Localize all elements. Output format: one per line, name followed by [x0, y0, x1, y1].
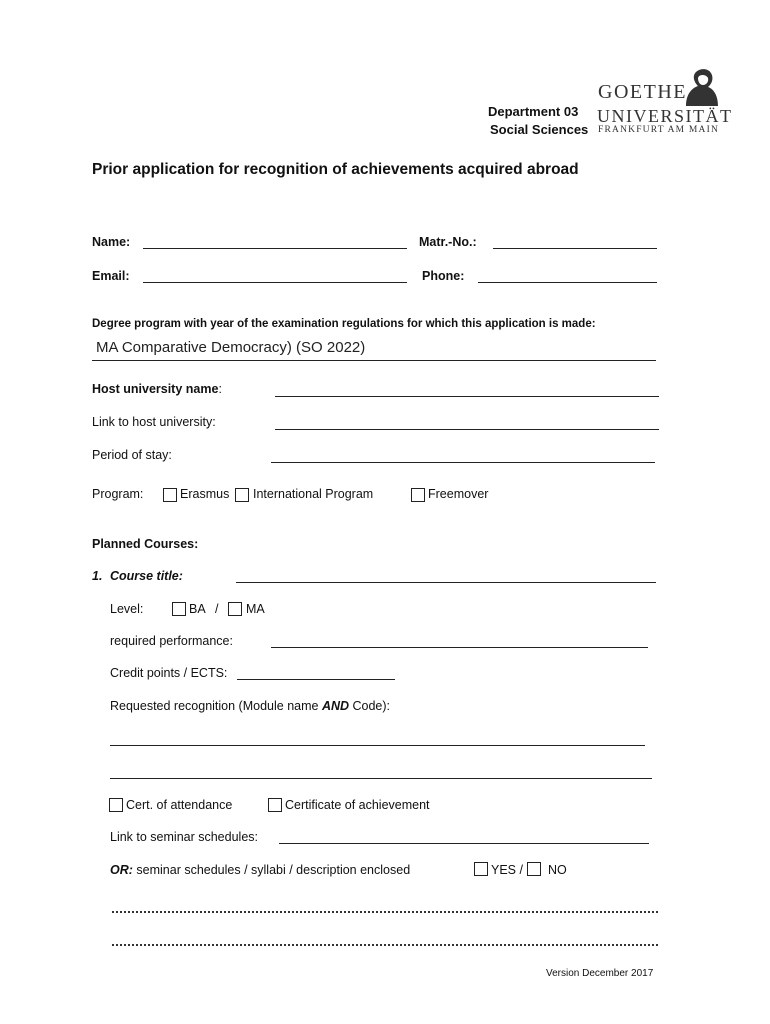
requested-recognition-suffix: Code):	[349, 699, 391, 713]
level-label: Level:	[110, 602, 144, 616]
email-field[interactable]	[143, 282, 407, 283]
cert-attendance-label: Cert. of attendance	[126, 798, 233, 812]
seminar-link-label: Link to seminar schedules:	[110, 830, 258, 844]
level-ba-label: BA	[189, 602, 206, 616]
department-number: Department 03	[488, 104, 579, 119]
host-link-field[interactable]	[275, 429, 659, 430]
cert-attendance-checkbox[interactable]	[109, 798, 123, 812]
logo-frankfurt-text: FRANKFURT AM MAIN	[598, 125, 720, 135]
erasmus-label: Erasmus	[180, 487, 230, 501]
host-name-label	[92, 382, 222, 396]
requested-recognition-label	[110, 699, 390, 713]
cert-achievement-checkbox[interactable]	[268, 798, 282, 812]
requested-recognition-line-2[interactable]	[110, 778, 652, 779]
course-number: 1.	[92, 569, 103, 583]
host-link-label: Link to host university:	[92, 415, 216, 429]
enclosed-text: seminar schedules / syllabi / description enclosed	[132, 863, 411, 877]
no-label: NO	[548, 863, 567, 877]
program-label: Program:	[92, 487, 144, 501]
international-program-checkbox[interactable]	[235, 488, 249, 502]
yes-label: YES /	[491, 863, 523, 877]
cert-achievement-label: Certificate of achievement	[285, 798, 430, 812]
host-name-field[interactable]	[275, 396, 659, 397]
department-name: Social Sciences	[490, 122, 589, 137]
freemover-label: Freemover	[428, 487, 489, 501]
yes-checkbox[interactable]	[474, 862, 488, 876]
degree-field-line	[92, 360, 656, 361]
course-title-field[interactable]	[236, 582, 656, 583]
credit-points-label: Credit points / ECTS:	[110, 666, 228, 680]
enclosed-label	[110, 863, 410, 877]
level-separator: /	[215, 602, 219, 616]
planned-courses-heading: Planned Courses:	[92, 537, 199, 551]
international-program-label: International Program	[253, 487, 374, 501]
logo-goethe-text: GOETHE	[598, 81, 687, 103]
requested-recognition-prefix: Requested recognition (Module name	[110, 699, 322, 713]
level-ba-checkbox[interactable]	[172, 602, 186, 616]
host-name-label-colon: :	[218, 382, 222, 396]
email-label: Email:	[92, 269, 130, 283]
course-title-label: Course title:	[110, 569, 183, 583]
required-performance-label: required performance:	[110, 634, 233, 648]
degree-label: Degree program with year of the examination regulations for which this application is made:	[92, 318, 596, 330]
requested-recognition-line-1[interactable]	[110, 745, 645, 746]
period-field[interactable]	[271, 462, 655, 463]
page-title: Prior application for recognition of achievements acquired abroad	[92, 161, 579, 178]
requested-recognition-and: AND	[321, 699, 350, 713]
dotted-line-1[interactable]	[112, 911, 658, 913]
name-field[interactable]	[143, 248, 407, 249]
name-label: Name:	[92, 235, 131, 249]
phone-field[interactable]	[478, 282, 657, 283]
level-ma-checkbox[interactable]	[228, 602, 242, 616]
host-name-label-text: Host university name	[92, 382, 219, 396]
seminar-link-field[interactable]	[279, 843, 649, 844]
matr-field[interactable]	[493, 248, 657, 249]
logo-universitaet-text: UNIVERSITÄT	[597, 106, 733, 126]
period-label: Period of stay:	[92, 448, 172, 462]
matr-label: Matr.-No.:	[419, 235, 477, 249]
version-footer: Version December 2017	[546, 968, 654, 979]
level-ma-label: MA	[246, 602, 265, 616]
goethe-portrait-icon	[680, 66, 722, 106]
or-label: OR:	[110, 863, 133, 877]
erasmus-checkbox[interactable]	[163, 488, 177, 502]
credit-points-field[interactable]	[237, 679, 395, 680]
no-checkbox[interactable]	[527, 862, 541, 876]
degree-value[interactable]: MA Comparative Democracy) (SO 2022)	[96, 339, 366, 356]
phone-label: Phone:	[422, 269, 465, 283]
freemover-checkbox[interactable]	[411, 488, 425, 502]
required-performance-field[interactable]	[271, 647, 648, 648]
dotted-line-2[interactable]	[112, 944, 658, 946]
